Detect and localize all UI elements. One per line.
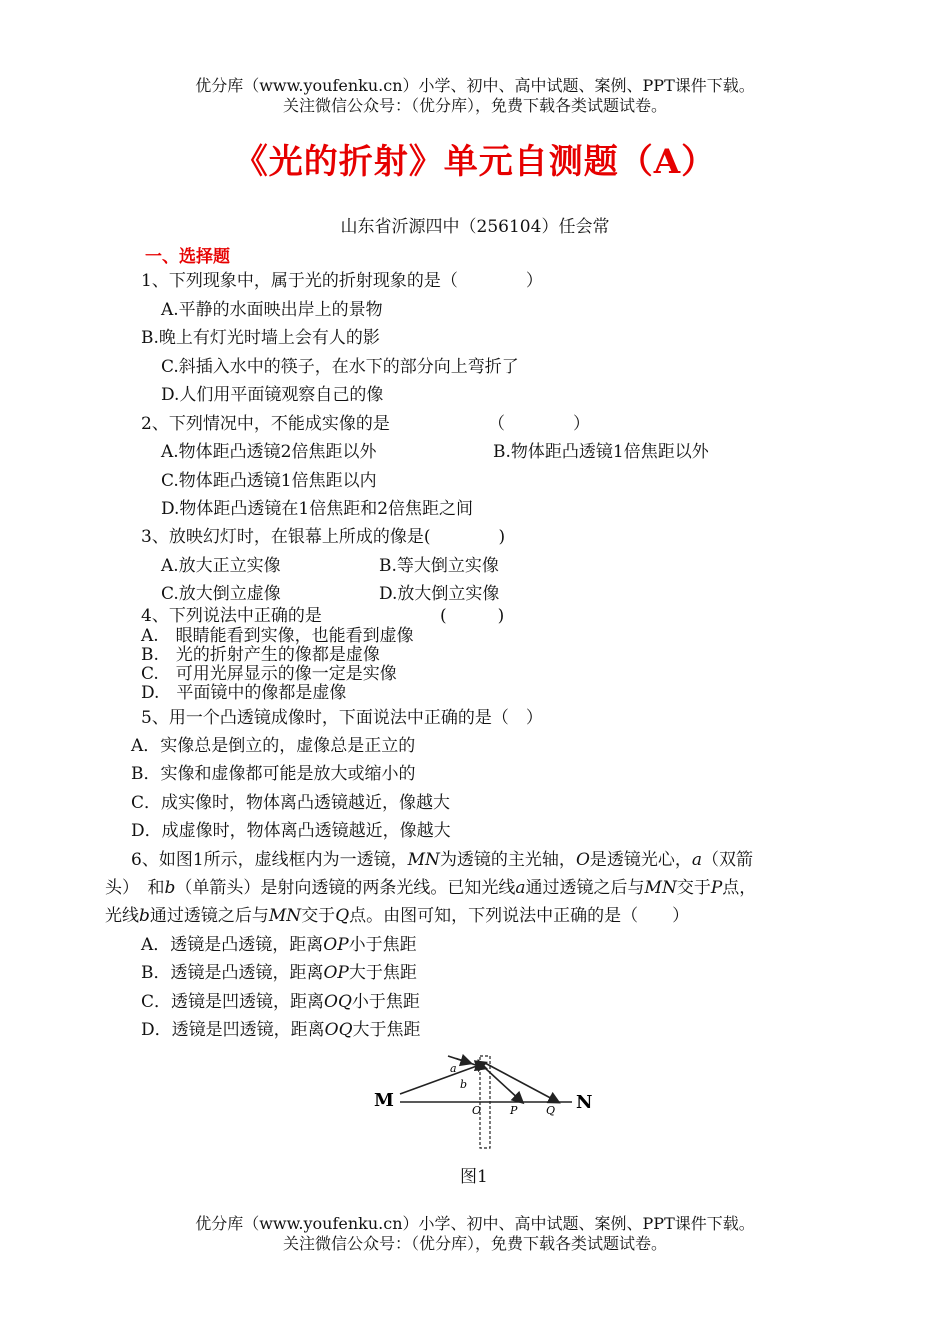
q4-option-b: B. 光的折射产生的像都是虚像	[141, 645, 380, 665]
label-b: b	[460, 1078, 468, 1091]
q4-stem: 4、下列说法中正确的是	[141, 606, 322, 626]
q3-option-b: B.等大倒立实像	[379, 556, 499, 576]
q2-paren: （ ）	[488, 414, 590, 434]
q3-option-c: C.放大倒立虚像	[161, 584, 281, 604]
q2-option-d: D.物体距凸透镜在1倍焦距和2倍焦距之间	[161, 499, 474, 519]
label-p: P	[510, 1104, 518, 1117]
q5-option-b: B．实像和虚像都可能是放大或缩小的	[131, 764, 416, 784]
footer-line-2: 关注微信公众号：（优分库），免费下载各类试题试卷。	[282, 1234, 667, 1253]
label-n: N	[576, 1092, 593, 1113]
q2-option-c: C.物体距凸透镜1倍焦距以内	[161, 471, 377, 491]
page-title: 《光的折射》单元自测题（A）	[233, 142, 717, 182]
q1-option-b: B.晚上有灯光时墙上会有人的影	[141, 328, 380, 348]
q5-option-a: A．实像总是倒立的，虚像总是正立的	[131, 736, 416, 756]
ray-a-second-arrow	[456, 1059, 470, 1064]
q3-option-a: A.放大正立实像	[161, 556, 281, 576]
q3-stem: 3、放映幻灯时，在银幕上所成的像是( )	[141, 527, 506, 547]
ray-b-refracted	[485, 1063, 558, 1102]
label-q: Q	[546, 1104, 556, 1117]
q2-option-b: B.物体距凸透镜1倍焦距以外	[493, 442, 709, 462]
q5-option-c: C．成实像时，物体离凸透镜越近，像越大	[131, 793, 451, 813]
label-a: a	[450, 1062, 457, 1075]
q5-stem: 5、用一个凸透镜成像时，下面说法中正确的是（ ）	[141, 708, 543, 728]
q6-option-b: B．透镜是凸透镜，距离OP大于焦距	[141, 963, 417, 983]
author-line: 山东省沂源四中（256104）任会常	[340, 217, 610, 237]
q2-stem: 2、下列情况中，不能成实像的是	[141, 414, 390, 434]
label-o: O	[472, 1104, 482, 1117]
q6-line-3: 光线b通过透镜之后与MN交于Q点。由图可知，下列说法中正确的是（ ）	[105, 906, 690, 926]
header-line-2: 关注微信公众号：（优分库），免费下载各类试题试卷。	[282, 96, 667, 115]
ray-b-incident	[400, 1063, 485, 1094]
section-heading: 一、选择题	[145, 247, 230, 267]
q1-option-a: A.平静的水面映出岸上的景物	[161, 300, 383, 320]
q6-line-1: 6、如图1所示，虚线框内为一透镜，MN为透镜的主光轴，O是透镜光心，a（双箭	[131, 850, 754, 870]
q4-option-d: D. 平面镜中的像都是虚像	[141, 683, 347, 703]
q1-option-d: D.人们用平面镜观察自己的像	[161, 385, 384, 405]
q6-option-d: D．透镜是凹透镜，距离OQ大于焦距	[141, 1020, 421, 1040]
q4-option-a: A. 眼睛能看到实像，也能看到虚像	[141, 626, 414, 646]
q1-option-c: C.斜插入水中的筷子，在水下的部分向上弯折了	[161, 357, 519, 377]
q6-line-2: 头） 和b（单箭头）是射向透镜的两条光线。已知光线a通过透镜之后与MN交于P点，	[105, 878, 757, 898]
figure-caption: 图1	[460, 1167, 488, 1187]
q4-paren: ( )	[440, 606, 505, 626]
q6-option-c: C．透镜是凹透镜，距离OQ小于焦距	[141, 992, 420, 1012]
q6-option-a: A．透镜是凸透镜，距离OP小于焦距	[141, 935, 417, 955]
q5-option-d: D．成虚像时，物体离凸透镜越近，像越大	[131, 821, 451, 841]
q2-option-a: A.物体距凸透镜2倍焦距以外	[161, 442, 377, 462]
q1-stem: 1、下列现象中，属于光的折射现象的是（ ）	[141, 271, 543, 291]
figure-1-lens-diagram	[360, 1048, 600, 1152]
footer-line-1: 优分库（www.youfenku.cn）小学、初中、高中试题、案例、PPT课件下载。	[195, 1214, 755, 1233]
q3-option-d: D.放大倒立实像	[379, 584, 500, 604]
label-m: M	[374, 1090, 394, 1111]
q4-option-c: C. 可用光屏显示的像一定是实像	[141, 664, 397, 684]
header-line-1: 优分库（www.youfenku.cn）小学、初中、高中试题、案例、PPT课件下载。	[195, 76, 755, 95]
